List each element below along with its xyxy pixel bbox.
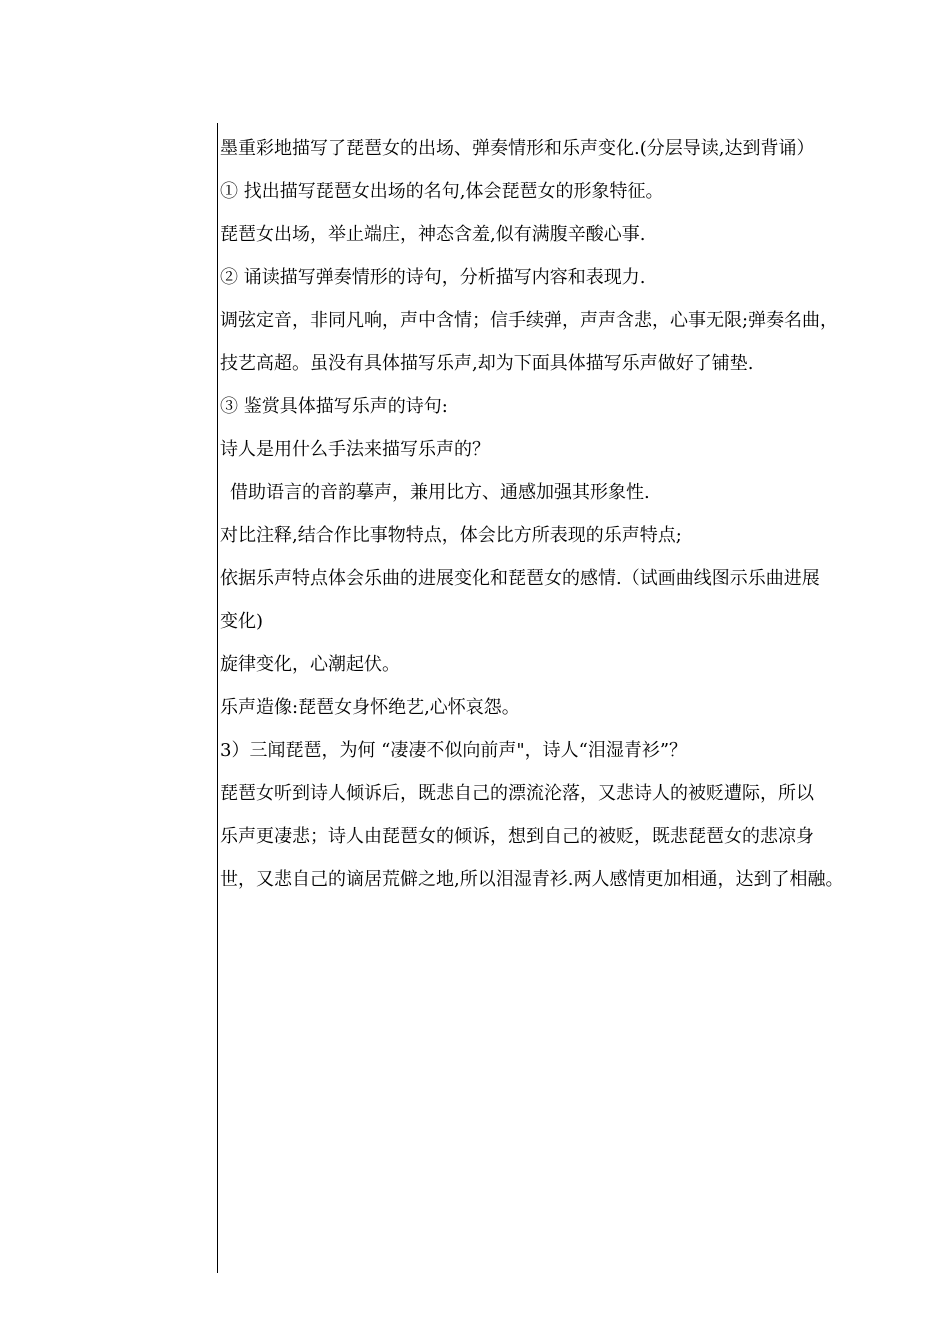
- text-line: 变化): [220, 611, 264, 632]
- text-line: ② 诵读描写弹奏情形的诗句，分析描写内容和表现力.: [220, 267, 646, 288]
- text-line: 对比注释,结合作比事物特点，体会比方所表现的乐声特点;: [220, 525, 682, 546]
- text-line: 乐声造像:琵琶女身怀绝艺,心怀哀怨。: [220, 697, 520, 718]
- table-cell-content: [220, 127, 895, 901]
- text-line: 借助语言的音韵摹声，兼用比方、通感加强其形象性.: [230, 482, 650, 503]
- text-line: 依据乐声特点体会乐曲的进展变化和琵琶女的感情.（试画曲线图示乐曲进展: [220, 568, 820, 589]
- text-line: 琵琶女听到诗人倾诉后，既悲自己的漂流沦落，又悲诗人的被贬遭际，所以: [220, 783, 814, 804]
- text-line: 旋律变化，心潮起伏。: [220, 654, 400, 675]
- text-line: ③ 鉴赏具体描写乐声的诗句:: [220, 396, 448, 417]
- text-line: 3）三闻琵琶，为何 “凄凄不似向前声"，诗人“泪湿青衫”？: [220, 740, 688, 761]
- text-line: 墨重彩地描写了琵琶女的出场、弹奏情形和乐声变化.(分层导读,达到背诵）: [220, 138, 815, 159]
- text-line: ① 找出描写琵琶女出场的名句,体会琵琶女的形象特征。: [220, 181, 664, 202]
- text-line: 调弦定音，非同凡响，声中含情；信手续弹，声声含悲，心事无限;弹奏名曲，: [220, 310, 839, 331]
- text-line: 世，又悲自己的谪居荒僻之地,所以泪湿青衫.两人感情更加相通，达到了相融。: [220, 869, 844, 890]
- text-line: 乐声更凄悲；诗人由琵琶女的倾诉，想到自己的被贬，既悲琵琶女的悲凉身: [220, 826, 814, 847]
- text-line: 技艺高超。虽没有具体描写乐声,却为下面具体描写乐声做好了铺垫.: [220, 353, 754, 374]
- text-line: 琵琶女出场，举止端庄，神态含羞,似有满腹辛酸心事.: [220, 224, 646, 245]
- table-left-border: [217, 123, 218, 1273]
- text-line: 诗人是用什么手法来描写乐声的？: [220, 439, 490, 460]
